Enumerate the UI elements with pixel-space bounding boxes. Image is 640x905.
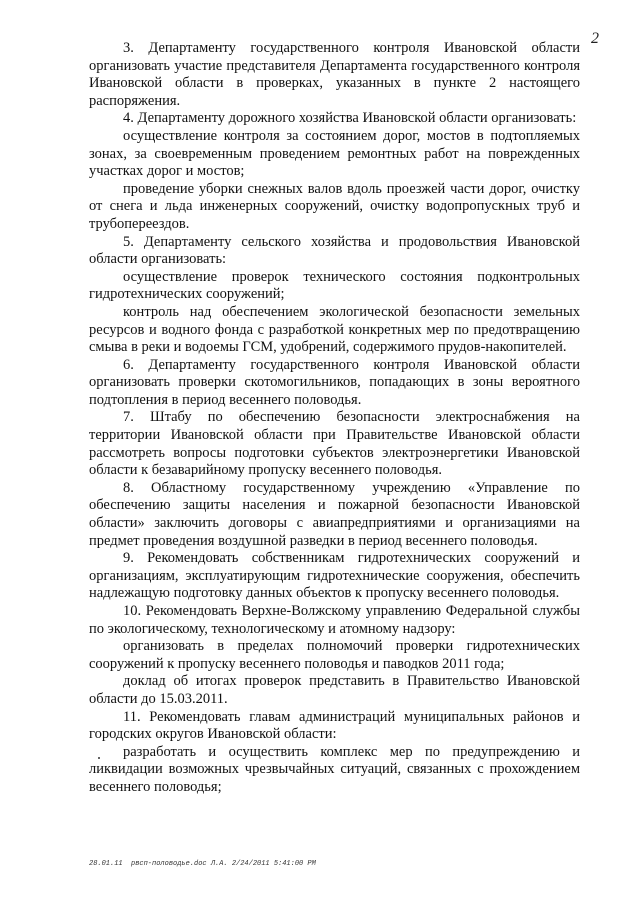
page-number: 2 [591, 30, 599, 47]
paragraph-4: 4. Департаменту дорожного хозяйства Ивановской области организовать: [123, 110, 577, 127]
paragraph-10: 10. Рекомендовать Верхне-Волжскому управлению Федеральной службы по экологическому, технологическому и атомному надзору: [89, 603, 580, 637]
paragraph-4-item-1: осуществление контроля за состоянием дорог, мостов в подтопляемых зонах, за своевременным проведением ремонтных работ на поврежденных участках дорог и мостов; [89, 127, 580, 180]
paragraph-5-item-1: осуществление проверок технического состояния подконтрольных гидротехнических сооружений; [89, 268, 580, 303]
paragraph-11-item-1: разработать и осуществить комплекс мер по предупреждению и ликвидации возможных чрезвычайных ситуаций, связанных с прохождением весеннего половодья; [89, 743, 580, 795]
paragraph-11: 11. Рекомендовать главам администраций муниципальных районов и городских округов Ивановской области: [89, 708, 580, 743]
paragraph-3: 3. Департаменту государственного контроля Ивановской области организовать участие представителя Департамента государственного контроля Ивановской области в проверках, указанных в пункте 2 настоящего распоряжения. [89, 40, 580, 109]
paragraph-10-item-1: организовать в пределах полномочий проверки гидротехнических сооружений к пропуску весеннего половодья и паводков 2011 года; [89, 638, 580, 672]
paragraph-10-item-2: доклад об итогах проверок представить в Правительство Ивановской области до 15.03.2011. [89, 673, 580, 707]
paragraph-9: 9. Рекомендовать собственникам гидротехнических сооружений и организациям, эксплуатирующим гидротехнические сооружения, обеспечить надлежащую подготовку данных объектов к пропуску весеннего половодья. [89, 550, 580, 602]
document-body [89, 40, 580, 797]
scan-speck [98, 757, 100, 759]
paragraph-5: 5. Департаменту сельского хозяйства и продовольствия Ивановской области организовать: [89, 233, 580, 268]
paragraph-8: 8. Областному государственному учреждению «Управление по обеспечению защиты населения и пожарной безопасности Ивановской области» заключить договоры с авиапредприятиями и организациями на предмет проведения воздушной разведки в период весеннего половодья. [89, 479, 580, 549]
paragraph-5-item-2: контроль над обеспечением экологической безопасности земельных ресурсов и водного фонда с разработкой конкретных мер по предотвращению смыва в реки и водоемы ГСМ, удобрений, содержимого прудов-накопителей. [89, 303, 580, 356]
paragraph-4-item-2: проведение уборки снежных валов вдоль проезжей части дорог, очистку от снега и льда инженерных сооружений, очистку водопропускных труб и трубопереездов. [89, 180, 580, 232]
paragraph-7: 7. Штабу по обеспечению безопасности электроснабжения на территории Ивановской области при Правительстве Ивановской области рассмотреть вопросы подготовки субъектов электроэнергетики Ивановской области к безаварийному пропуску весеннего половодья. [89, 409, 580, 479]
document-footer: 28.01.11 рвсп-половодье.doc Л.А. 2/24/2011 5:41:00 PM [89, 860, 316, 868]
paragraph-6: 6. Департаменту государственного контроля Ивановской области организовать проверки скотомогильников, попадающих в зоны вероятного подтопления в период весеннего половодья. [89, 356, 580, 408]
